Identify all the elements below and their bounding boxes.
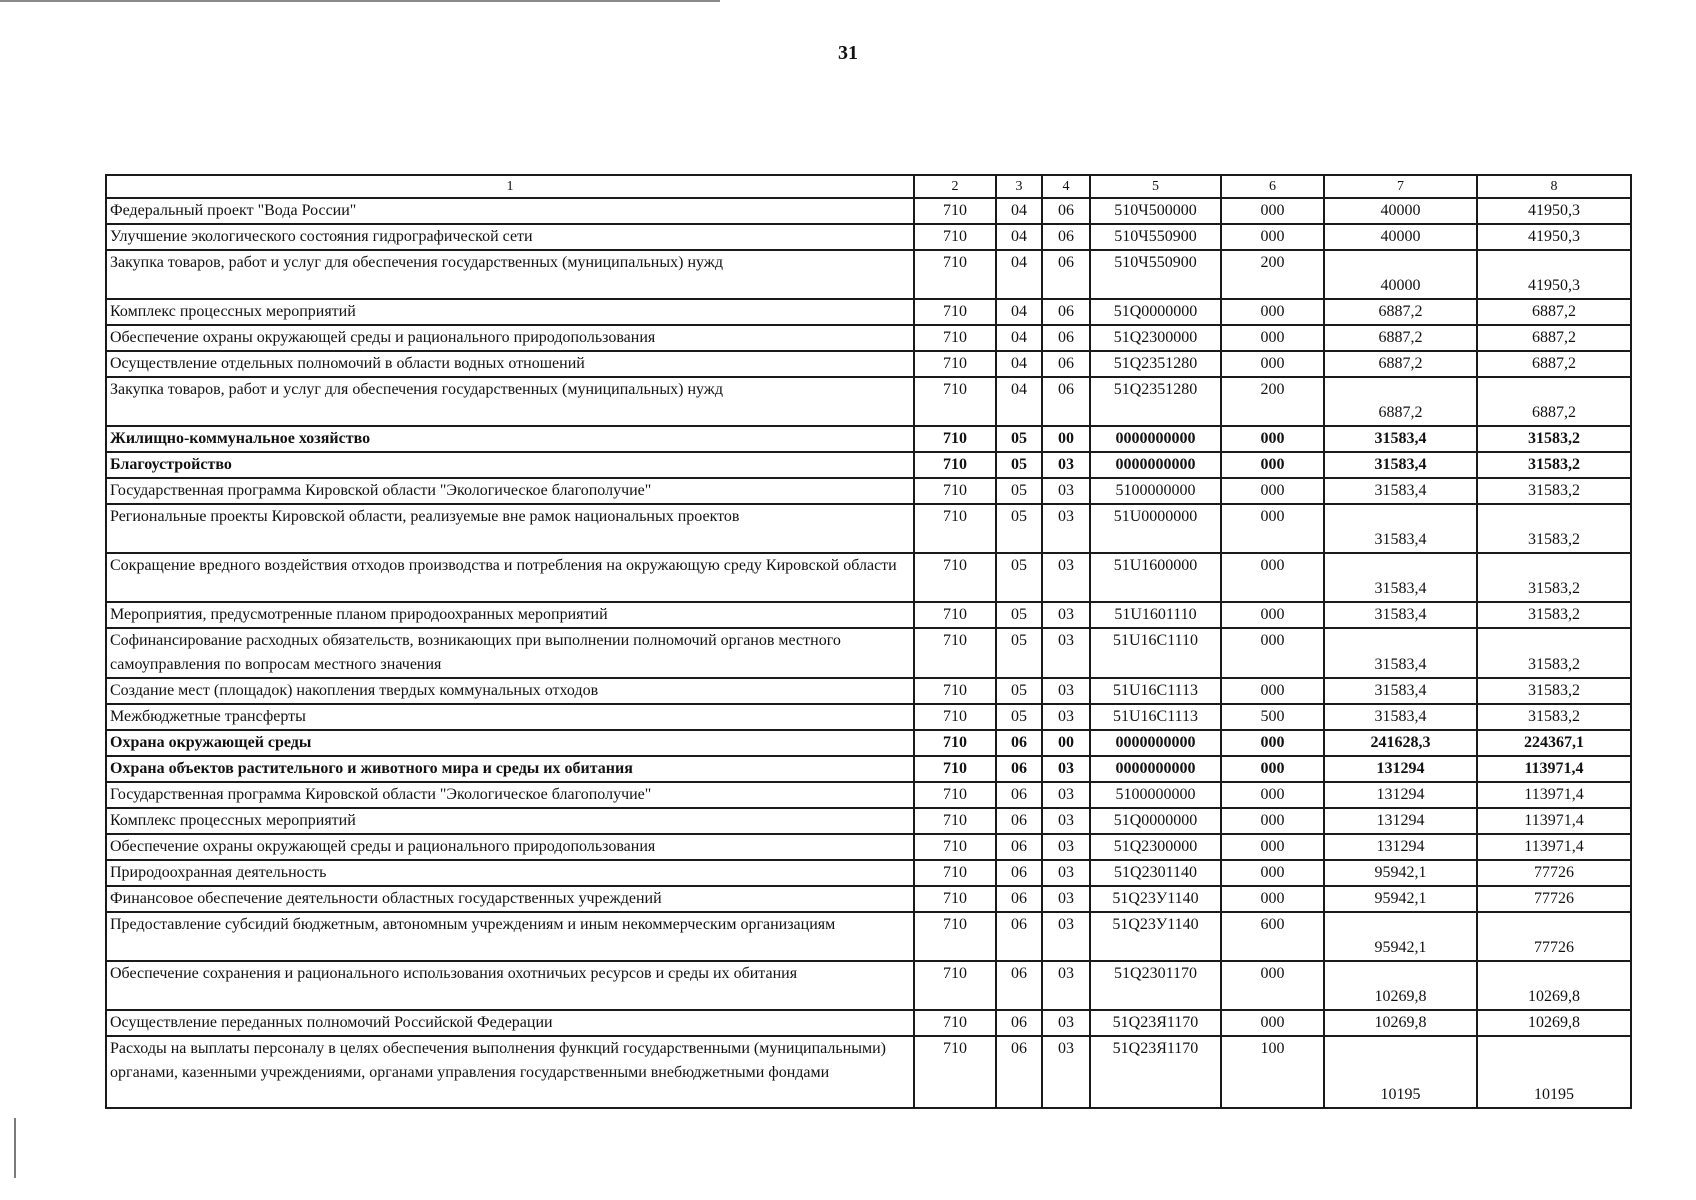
target-article-cell: 51U16C1113 [1090,704,1221,730]
amount-fact-cell: 31583,2 [1477,452,1631,478]
header-cell: 2 [914,175,996,198]
section-code-cell: 06 [996,860,1042,886]
subsection-code-cell: 03 [1042,886,1090,912]
expense-type-cell: 000 [1221,325,1324,351]
ministry-code-cell: 710 [914,756,996,782]
table-row [106,504,1631,553]
amount-plan-cell: 95942,1 [1324,886,1477,912]
amount-plan-cell: 31583,4 [1324,452,1477,478]
budget-table [105,174,1632,1109]
section-code-cell: 06 [996,756,1042,782]
header-cell: 7 [1324,175,1477,198]
ministry-code-cell: 710 [914,504,996,553]
ministry-code-cell: 710 [914,860,996,886]
table-row [106,860,1631,886]
expense-name-cell: Финансовое обеспечение деятельности областных государственных учреждений [106,886,914,912]
ministry-code-cell: 710 [914,730,996,756]
table-row [106,1010,1631,1036]
amount-plan-cell: 6887,2 [1324,325,1477,351]
amount-plan-cell: 6887,2 [1324,377,1477,426]
ministry-code-cell: 710 [914,452,996,478]
expense-type-cell: 000 [1221,1010,1324,1036]
subsection-code-cell: 03 [1042,504,1090,553]
amount-fact-cell: 113971,4 [1477,782,1631,808]
section-code-cell: 05 [996,602,1042,628]
amount-fact-cell: 77726 [1477,886,1631,912]
ministry-code-cell: 710 [914,198,996,224]
amount-plan-cell: 31583,4 [1324,678,1477,704]
amount-plan-cell: 40000 [1324,198,1477,224]
amount-plan-cell: 131294 [1324,834,1477,860]
expense-type-cell: 500 [1221,704,1324,730]
expense-name-cell: Сокращение вредного воздействия отходов производства и потребления на окружающую среду Кировской области [106,553,914,602]
expense-name-cell: Обеспечение охраны окружающей среды и рационального природопользования [106,834,914,860]
subsection-code-cell: 06 [1042,224,1090,250]
amount-fact-cell: 31583,2 [1477,553,1631,602]
amount-fact-cell: 6887,2 [1477,351,1631,377]
amount-fact-cell: 41950,3 [1477,250,1631,299]
subsection-code-cell: 06 [1042,377,1090,426]
target-article-cell: 51U1601110 [1090,602,1221,628]
table-row [106,961,1631,1010]
table-body [106,175,1631,1108]
amount-fact-cell: 41950,3 [1477,224,1631,250]
amount-plan-cell: 131294 [1324,782,1477,808]
section-code-cell: 04 [996,250,1042,299]
expense-name-cell: Межбюджетные трансферты [106,704,914,730]
section-code-cell: 06 [996,1036,1042,1108]
target-article-cell: 51Q2301170 [1090,961,1221,1010]
expense-name-cell: Охрана окружающей среды [106,730,914,756]
subsection-code-cell: 03 [1042,912,1090,961]
section-code-cell: 06 [996,886,1042,912]
section-code-cell: 04 [996,325,1042,351]
target-article-cell: 510Ч550900 [1090,224,1221,250]
subsection-code-cell: 03 [1042,478,1090,504]
subsection-code-cell: 03 [1042,678,1090,704]
expense-name-cell: Государственная программа Кировской области "Экологическое благополучие" [106,782,914,808]
ministry-code-cell: 710 [914,299,996,325]
table-row [106,426,1631,452]
subsection-code-cell: 06 [1042,299,1090,325]
ministry-code-cell: 710 [914,478,996,504]
section-code-cell: 05 [996,628,1042,678]
subsection-code-cell: 03 [1042,602,1090,628]
amount-fact-cell: 31583,2 [1477,602,1631,628]
expense-name-cell: Закупка товаров, работ и услуг для обеспечения государственных (муниципальных) нужд [106,250,914,299]
expense-name-cell: Создание мест (площадок) накопления твердых коммунальных отходов [106,678,914,704]
table-row [106,678,1631,704]
expense-name-cell: Осуществление переданных полномочий Российской Федерации [106,1010,914,1036]
target-article-cell: 5100000000 [1090,782,1221,808]
expense-name-cell: Благоустройство [106,452,914,478]
target-article-cell: 51Q23Я1170 [1090,1010,1221,1036]
amount-plan-cell: 31583,4 [1324,504,1477,553]
subsection-code-cell: 03 [1042,808,1090,834]
ministry-code-cell: 710 [914,224,996,250]
ministry-code-cell: 710 [914,808,996,834]
expense-type-cell: 000 [1221,452,1324,478]
table-row [106,834,1631,860]
target-article-cell: 51Q2300000 [1090,325,1221,351]
table-row [106,478,1631,504]
section-code-cell: 05 [996,704,1042,730]
ministry-code-cell: 710 [914,886,996,912]
section-code-cell: 06 [996,782,1042,808]
expense-name-cell: Обеспечение сохранения и рационального использования охотничьих ресурсов и среды их обитания [106,961,914,1010]
amount-fact-cell: 41950,3 [1477,198,1631,224]
expense-type-cell: 100 [1221,1036,1324,1108]
subsection-code-cell: 03 [1042,553,1090,602]
ministry-code-cell: 710 [914,1036,996,1108]
section-code-cell: 04 [996,377,1042,426]
page-number: 31 [838,42,858,64]
table-row [106,628,1631,678]
header-cell: 3 [996,175,1042,198]
expense-name-cell: Обеспечение охраны окружающей среды и рационального природопользования [106,325,914,351]
expense-type-cell: 000 [1221,961,1324,1010]
subsection-code-cell: 06 [1042,351,1090,377]
expense-name-cell: Софинансирование расходных обязательств, возникающих при выполнении полномочий органов местного самоуправления по вопросам местного значения [106,628,914,678]
amount-fact-cell: 77726 [1477,860,1631,886]
target-article-cell: 51U1600000 [1090,553,1221,602]
expense-type-cell: 000 [1221,886,1324,912]
amount-fact-cell: 31583,2 [1477,704,1631,730]
amount-fact-cell: 6887,2 [1477,299,1631,325]
amount-plan-cell: 131294 [1324,756,1477,782]
target-article-cell: 0000000000 [1090,730,1221,756]
target-article-cell: 510Ч500000 [1090,198,1221,224]
expense-type-cell: 000 [1221,224,1324,250]
target-article-cell: 51Q0000000 [1090,808,1221,834]
expense-type-cell: 000 [1221,504,1324,553]
section-code-cell: 05 [996,504,1042,553]
ministry-code-cell: 710 [914,782,996,808]
subsection-code-cell: 03 [1042,1010,1090,1036]
section-code-cell: 06 [996,730,1042,756]
target-article-cell: 0000000000 [1090,452,1221,478]
amount-plan-cell: 40000 [1324,224,1477,250]
amount-plan-cell: 241628,3 [1324,730,1477,756]
amount-plan-cell: 95942,1 [1324,912,1477,961]
scan-edge-left [14,1118,16,1178]
expense-type-cell: 000 [1221,860,1324,886]
expense-type-cell: 000 [1221,782,1324,808]
expense-name-cell: Федеральный проект "Вода России" [106,198,914,224]
subsection-code-cell: 03 [1042,628,1090,678]
subsection-code-cell: 06 [1042,250,1090,299]
header-cell: 8 [1477,175,1631,198]
ministry-code-cell: 710 [914,553,996,602]
amount-fact-cell: 6887,2 [1477,377,1631,426]
amount-fact-cell: 31583,2 [1477,478,1631,504]
amount-fact-cell: 224367,1 [1477,730,1631,756]
expense-name-cell: Природоохранная деятельность [106,860,914,886]
target-article-cell: 0000000000 [1090,426,1221,452]
section-code-cell: 06 [996,808,1042,834]
ministry-code-cell: 710 [914,961,996,1010]
table-row [106,730,1631,756]
section-code-cell: 06 [996,961,1042,1010]
amount-fact-cell: 10269,8 [1477,1010,1631,1036]
expense-type-cell: 000 [1221,756,1324,782]
table-row [106,351,1631,377]
amount-fact-cell: 77726 [1477,912,1631,961]
amount-fact-cell: 10269,8 [1477,961,1631,1010]
expense-type-cell: 000 [1221,299,1324,325]
section-code-cell: 06 [996,1010,1042,1036]
expense-name-cell: Жилищно-коммунальное хозяйство [106,426,914,452]
section-code-cell: 05 [996,452,1042,478]
expense-name-cell: Улучшение экологического состояния гидрографической сети [106,224,914,250]
subsection-code-cell: 03 [1042,1036,1090,1108]
table-row [106,250,1631,299]
amount-fact-cell: 113971,4 [1477,808,1631,834]
expense-type-cell: 000 [1221,730,1324,756]
amount-plan-cell: 10195 [1324,1036,1477,1108]
target-article-cell: 5100000000 [1090,478,1221,504]
amount-plan-cell: 31583,4 [1324,704,1477,730]
target-article-cell: 51Q2300000 [1090,834,1221,860]
subsection-code-cell: 00 [1042,730,1090,756]
ministry-code-cell: 710 [914,325,996,351]
section-code-cell: 06 [996,834,1042,860]
section-code-cell: 04 [996,224,1042,250]
expense-name-cell: Мероприятия, предусмотренные планом природоохранных мероприятий [106,602,914,628]
expense-type-cell: 000 [1221,678,1324,704]
header-cell: 5 [1090,175,1221,198]
header-cell: 6 [1221,175,1324,198]
target-article-cell: 51Q0000000 [1090,299,1221,325]
amount-plan-cell: 6887,2 [1324,299,1477,325]
table-row [106,198,1631,224]
table-row [106,912,1631,961]
ministry-code-cell: 710 [914,628,996,678]
expense-type-cell: 000 [1221,834,1324,860]
amount-fact-cell: 31583,2 [1477,678,1631,704]
target-article-cell: 51Q2351280 [1090,351,1221,377]
target-article-cell: 51Q23У1140 [1090,912,1221,961]
ministry-code-cell: 710 [914,834,996,860]
amount-plan-cell: 10269,8 [1324,1010,1477,1036]
subsection-code-cell: 03 [1042,756,1090,782]
amount-plan-cell: 31583,4 [1324,602,1477,628]
ministry-code-cell: 710 [914,250,996,299]
subsection-code-cell: 03 [1042,704,1090,730]
section-code-cell: 05 [996,553,1042,602]
target-article-cell: 510Ч550900 [1090,250,1221,299]
target-article-cell: 51U16C1110 [1090,628,1221,678]
table-row [106,224,1631,250]
header-cell: 1 [106,175,914,198]
table-row [106,756,1631,782]
amount-fact-cell: 113971,4 [1477,756,1631,782]
table-header-row [106,175,1631,198]
expense-type-cell: 000 [1221,628,1324,678]
table-row [106,602,1631,628]
amount-plan-cell: 6887,2 [1324,351,1477,377]
subsection-code-cell: 03 [1042,452,1090,478]
table-row [106,704,1631,730]
expense-type-cell: 000 [1221,478,1324,504]
expense-name-cell: Расходы на выплаты персоналу в целях обеспечения выполнения функций государственными (муниципальными) органами, казенными учреждениями, органами управления государственными внебюджетными фондами [106,1036,914,1108]
ministry-code-cell: 710 [914,912,996,961]
section-code-cell: 05 [996,678,1042,704]
expense-name-cell: Государственная программа Кировской области "Экологическое благополучие" [106,478,914,504]
expense-type-cell: 000 [1221,808,1324,834]
amount-plan-cell: 10269,8 [1324,961,1477,1010]
expense-name-cell: Комплекс процессных мероприятий [106,299,914,325]
ministry-code-cell: 710 [914,678,996,704]
subsection-code-cell: 00 [1042,426,1090,452]
ministry-code-cell: 710 [914,351,996,377]
subsection-code-cell: 03 [1042,961,1090,1010]
section-code-cell: 06 [996,912,1042,961]
amount-plan-cell: 31583,4 [1324,553,1477,602]
subsection-code-cell: 06 [1042,198,1090,224]
table-row [106,452,1631,478]
expense-type-cell: 600 [1221,912,1324,961]
table-row [106,553,1631,602]
expense-name-cell: Предоставление субсидий бюджетным, автономным учреждениям и иным некоммерческим организациям [106,912,914,961]
amount-fact-cell: 31583,2 [1477,628,1631,678]
amount-plan-cell: 40000 [1324,250,1477,299]
ministry-code-cell: 710 [914,377,996,426]
expense-name-cell: Закупка товаров, работ и услуг для обеспечения государственных (муниципальных) нужд [106,377,914,426]
table-row [106,377,1631,426]
expense-name-cell: Комплекс процессных мероприятий [106,808,914,834]
amount-fact-cell: 10195 [1477,1036,1631,1108]
table-row [106,1036,1631,1108]
table-row [106,782,1631,808]
expense-type-cell: 000 [1221,198,1324,224]
amount-plan-cell: 131294 [1324,808,1477,834]
table-row [106,808,1631,834]
header-cell: 4 [1042,175,1090,198]
target-article-cell: 51Q23У1140 [1090,886,1221,912]
subsection-code-cell: 03 [1042,860,1090,886]
target-article-cell: 51U16C1113 [1090,678,1221,704]
ministry-code-cell: 710 [914,1010,996,1036]
scan-edge-top [0,0,720,2]
amount-plan-cell: 31583,4 [1324,478,1477,504]
section-code-cell: 04 [996,299,1042,325]
subsection-code-cell: 03 [1042,834,1090,860]
table-row [106,325,1631,351]
expense-type-cell: 200 [1221,377,1324,426]
expense-type-cell: 000 [1221,351,1324,377]
target-article-cell: 0000000000 [1090,756,1221,782]
subsection-code-cell: 03 [1042,782,1090,808]
target-article-cell: 51Q2351280 [1090,377,1221,426]
expense-name-cell: Региональные проекты Кировской области, реализуемые вне рамок национальных проектов [106,504,914,553]
expense-name-cell: Осуществление отдельных полномочий в области водных отношений [106,351,914,377]
expense-name-cell: Охрана объектов растительного и животного мира и среды их обитания [106,756,914,782]
amount-plan-cell: 31583,4 [1324,426,1477,452]
ministry-code-cell: 710 [914,602,996,628]
amount-plan-cell: 95942,1 [1324,860,1477,886]
subsection-code-cell: 06 [1042,325,1090,351]
expense-type-cell: 000 [1221,426,1324,452]
ministry-code-cell: 710 [914,704,996,730]
target-article-cell: 51U0000000 [1090,504,1221,553]
amount-fact-cell: 31583,2 [1477,504,1631,553]
target-article-cell: 51Q23Я1170 [1090,1036,1221,1108]
table-row [106,886,1631,912]
section-code-cell: 05 [996,426,1042,452]
amount-plan-cell: 31583,4 [1324,628,1477,678]
amount-fact-cell: 113971,4 [1477,834,1631,860]
table-row [106,299,1631,325]
target-article-cell: 51Q2301140 [1090,860,1221,886]
expense-type-cell: 000 [1221,602,1324,628]
expense-type-cell: 200 [1221,250,1324,299]
section-code-cell: 05 [996,478,1042,504]
amount-fact-cell: 31583,2 [1477,426,1631,452]
amount-fact-cell: 6887,2 [1477,325,1631,351]
section-code-cell: 04 [996,351,1042,377]
section-code-cell: 04 [996,198,1042,224]
expense-type-cell: 000 [1221,553,1324,602]
ministry-code-cell: 710 [914,426,996,452]
